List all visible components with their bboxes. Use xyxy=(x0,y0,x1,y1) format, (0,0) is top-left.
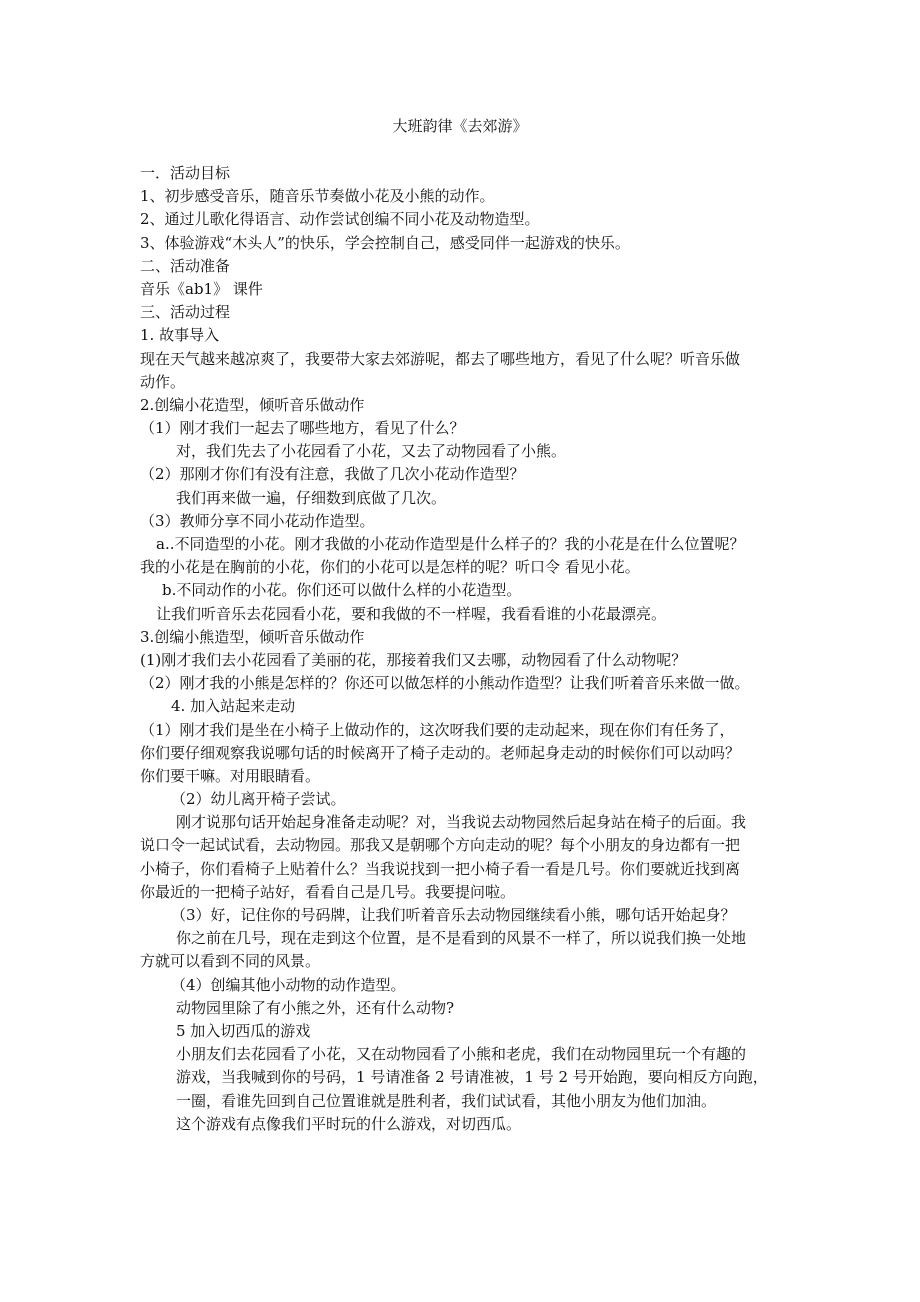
text-line: 2.创编小花造型，倾听音乐做动作 xyxy=(140,395,365,414)
text-line: 你们要干嘛。对用眼睛看。 xyxy=(140,766,321,785)
text-line: 现在天气越来越凉爽了，我要带大家去郊游呢，都去了哪些地方，看见了什么呢？听音乐做 xyxy=(140,349,741,368)
text-line: 你之前在几号，现在走到这个位置，是不是看到的风景不一样了，所以说我们换一处地 xyxy=(176,929,747,948)
text-line: 说口令一起试试看，去动物园。那我又是朝哪个方向走动的呢？每个小朋友的身边都有一把 xyxy=(140,836,741,855)
text-line: （1）刚才我们一起去了哪些地方，看见了什么？ xyxy=(140,419,465,438)
text-line: 4. 加入站起来走动 xyxy=(171,697,296,716)
text-line: （1）刚才我们是坐在小椅子上做动作的，这次呀我们要的走动起来，现在你们有任务了， xyxy=(140,720,735,739)
text-line: 你们要仔细观察我说哪句话的时候离开了椅子走动的。老师起身走动的时候你们可以动吗？ xyxy=(140,743,741,762)
text-line: 刚才说那句话开始起身准备走动呢？对，当我说去动物园然后起身站在椅子的后面。我 xyxy=(176,813,747,832)
text-line: 二、活动准备 xyxy=(140,256,231,275)
text-line: 1、初步感受音乐，随音乐节奏做小花及小熊的动作。 xyxy=(140,187,495,206)
text-line: （3）好，记住你的号码牌，让我们听着音乐去动物园继续看小熊，哪句话开始起身？ xyxy=(171,906,736,924)
text-line: 我的小花是在胸前的小花，你们的小花可以是怎样的呢？听口令 看见小花。 xyxy=(140,558,640,577)
text-line: 2、通过儿歌化得语言、动作尝试创编不同小花及动物造型。 xyxy=(140,210,540,229)
text-line: 动作。 xyxy=(140,372,186,391)
text-line: 你最近的一把椅子站好，看看自己是几号。我要提问啦。 xyxy=(140,882,516,901)
text-line: 音乐《ab1》 课件 xyxy=(140,279,263,298)
document-body xyxy=(140,162,790,1136)
text-line: 三、活动过程 xyxy=(140,303,231,322)
text-line: （2）那刚才你们有没有注意，我做了几次小花动作造型？ xyxy=(140,465,525,484)
text-line: 1. 故事导入 xyxy=(140,326,220,345)
text-line: 让我们听音乐去花园看小花，要和我做的不一样喔，我看看谁的小花最漂亮。 xyxy=(156,604,667,623)
text-line: 对，我们先去了小花园看了小花，又去了动物园看了小熊。 xyxy=(176,442,567,461)
text-line: 3.创编小熊造型，倾听音乐做动作 xyxy=(140,627,365,646)
text-line: 3、体验游戏“木头人”的快乐，学会控制自己，感受同伴一起游戏的快乐。 xyxy=(140,233,630,252)
text-line: 5 加入切西瓜的游戏 xyxy=(176,1021,311,1040)
text-line: (1)刚才我们去小花园看了美丽的花，那接着我们又去哪，动物园看了什么动物呢？ xyxy=(140,650,687,669)
text-line: 一．活动目标 xyxy=(140,164,231,182)
text-line: （4）创编其他小动物的动作造型。 xyxy=(171,975,406,994)
text-line: a..不同造型的小花。刚才我做的小花动作造型是什么样子的？我的小花是在什么位置呢？ xyxy=(156,535,745,553)
text-line: 我们再来做一遍，仔细数到底做了几次。 xyxy=(176,488,447,507)
text-line: （3）教师分享不同小花动作造型。 xyxy=(140,511,375,530)
text-line: （2）幼儿离开椅子尝试。 xyxy=(171,790,346,809)
text-line: b.不同动作的小花。你们还可以做什么样的小花造型。 xyxy=(162,581,522,600)
document-title: 大班韵律《去郊游》 xyxy=(392,117,528,135)
text-line: 方就可以看到不同的风景。 xyxy=(140,952,321,971)
text-line: 一圈，看谁先回到自己位置谁就是胜利者，我们试试看，其他小朋友为他们加油。 xyxy=(176,1091,717,1110)
text-line: 动物园里除了有小熊之外，还有什么动物? xyxy=(176,998,455,1017)
text-line: （2）刚才我的小熊是怎样的？你还可以做怎样的小熊动作造型？让我们听着音乐来做一做。 xyxy=(140,674,750,693)
text-line: 小朋友们去花园看了小花，又在动物园看了小熊和老虎，我们在动物园里玩一个有趣的 xyxy=(176,1045,747,1064)
text-line: 小椅子，你们看椅子上贴着什么？当我说找到一把小椅子看一看是几号。你们要就近找到离 xyxy=(140,859,741,878)
text-line: 游戏，当我喊到你的号码，1 号请准备 2 号请准被，1 号 2 号开始跑，要向相反方向跑， xyxy=(176,1068,768,1087)
text-line: 这个游戏有点像我们平时玩的什么游戏，对切西瓜。 xyxy=(176,1114,522,1133)
